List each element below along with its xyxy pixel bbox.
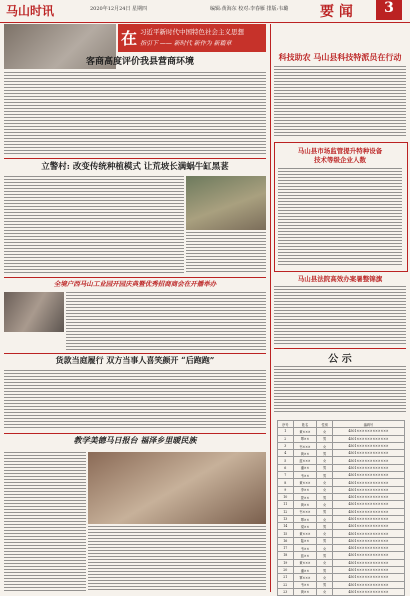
- table-cell: 20: [278, 566, 294, 573]
- table-cell: 9: [278, 486, 294, 493]
- article-title-7: 马山县市场监管提升特种设备: [297, 147, 383, 155]
- table-cell: 1: [278, 428, 294, 435]
- table-cell: 黄××: [293, 501, 317, 508]
- table-cell: 男: [317, 552, 333, 559]
- divider: [4, 277, 266, 278]
- table-header: 性别: [317, 421, 333, 428]
- table-cell: 男: [317, 566, 333, 573]
- table-cell: 4: [278, 450, 294, 457]
- table-cell: 女: [317, 501, 333, 508]
- table-cell: 黄×××: [293, 559, 317, 566]
- article-body-1: [4, 72, 266, 156]
- table-cell: 女: [317, 515, 333, 522]
- article-photo-3: [4, 292, 64, 332]
- table-cell: 4501××××××××××××: [332, 486, 404, 493]
- table-row: [278, 501, 405, 508]
- table-row: [278, 537, 405, 544]
- table-cell: 女: [317, 559, 333, 566]
- table-cell: 女: [317, 457, 333, 464]
- banner-mark: 在: [121, 29, 138, 48]
- table-cell: 女: [317, 479, 333, 486]
- table-header: 序号: [278, 421, 294, 428]
- table-cell: 蓝×××: [293, 457, 317, 464]
- table-cell: 女: [317, 588, 333, 595]
- section-name: 要 闻: [320, 4, 353, 20]
- table-cell: 陆××: [293, 537, 317, 544]
- table-cell: 2: [278, 435, 294, 442]
- table-cell: 12: [278, 508, 294, 515]
- table-cell: 男: [317, 523, 333, 530]
- table-row: [278, 581, 405, 588]
- table-cell: 18: [278, 552, 294, 559]
- table-cell: 4501××××××××××××: [332, 559, 404, 566]
- table-cell: 女: [317, 530, 333, 537]
- table-cell: 4501××××××××××××: [332, 545, 404, 552]
- table-cell: 男: [317, 472, 333, 479]
- table-row: [278, 588, 405, 595]
- article-body-5b: [88, 526, 266, 592]
- table-cell: 4501××××××××××××: [332, 523, 404, 530]
- article-title-3: 全境户西马山工业园开园庆典暨优秀招商商会在开播举办: [53, 280, 217, 288]
- table-row: [278, 450, 405, 457]
- table-cell: 19: [278, 559, 294, 566]
- article-title-8: 马山县法院高效办案暑整锦旗: [297, 275, 383, 283]
- divider: [274, 348, 406, 349]
- table-cell: 13: [278, 515, 294, 522]
- table-cell: 潘××: [293, 464, 317, 471]
- table-cell: 22: [278, 581, 294, 588]
- table-cell: 李××: [293, 486, 317, 493]
- table-cell: 4501××××××××××××: [332, 552, 404, 559]
- table-row: [278, 508, 405, 515]
- table-cell: 4501××××××××××××: [332, 428, 404, 435]
- table-row: [278, 435, 405, 442]
- table-cell: 女: [317, 545, 333, 552]
- table-header: 姓名: [293, 421, 317, 428]
- table-cell: 覃××: [293, 435, 317, 442]
- table-header: 编码号: [332, 421, 404, 428]
- table-cell: 6: [278, 464, 294, 471]
- table-cell: 覃××: [293, 515, 317, 522]
- table-cell: 黄×××: [293, 530, 317, 537]
- table-cell: 4501××××××××××××: [332, 508, 404, 515]
- article-body-3: [66, 292, 266, 350]
- table-row: [278, 515, 405, 522]
- column-divider: [270, 24, 271, 592]
- page-number: 3: [376, 0, 402, 20]
- table-cell: 4501××××××××××××: [332, 588, 404, 595]
- table-cell: 韦×××: [293, 508, 317, 515]
- issue-date: 2020年12月24日 星期四: [90, 6, 148, 12]
- table-cell: 4501××××××××××××: [332, 464, 404, 471]
- table-cell: 韦××: [293, 545, 317, 552]
- article-body-7: [278, 168, 402, 266]
- table-cell: 男: [317, 508, 333, 515]
- table-cell: 黄×××: [293, 428, 317, 435]
- editor-line: 编辑:黄海东 校对:李春雁 排版:韦璐: [210, 6, 289, 12]
- table-cell: 4501××××××××××××: [332, 442, 404, 449]
- table-header-row: [278, 421, 405, 428]
- table-cell: 16: [278, 537, 294, 544]
- table-cell: 10: [278, 493, 294, 500]
- divider: [4, 353, 266, 354]
- table-cell: 蓝××: [293, 552, 317, 559]
- table-cell: 23: [278, 588, 294, 595]
- banner-line1: 习近平新时代中国特色社会主义思想: [140, 28, 244, 36]
- table-cell: 4501××××××××××××: [332, 457, 404, 464]
- table-row: [278, 530, 405, 537]
- table-cell: 男: [317, 435, 333, 442]
- table-row: [278, 479, 405, 486]
- table-row: [278, 472, 405, 479]
- table-cell: 4501××××××××××××: [332, 515, 404, 522]
- newspaper-brand: 马山时讯: [6, 4, 55, 18]
- table-cell: 4501××××××××××××: [332, 581, 404, 588]
- banner: [118, 24, 266, 52]
- table-cell: 4501××××××××××××: [332, 501, 404, 508]
- table-cell: 3: [278, 442, 294, 449]
- table-cell: 4501××××××××××××: [332, 450, 404, 457]
- table-cell: 11: [278, 501, 294, 508]
- table-cell: 男: [317, 464, 333, 471]
- table-cell: 男: [317, 537, 333, 544]
- divider: [4, 433, 266, 434]
- table-cell: 女: [317, 574, 333, 581]
- article-body-2: [4, 176, 184, 274]
- table-row: [278, 574, 405, 581]
- table-row: [278, 464, 405, 471]
- table-cell: 15: [278, 530, 294, 537]
- table-cell: 韦××: [293, 581, 317, 588]
- table-row: [278, 428, 405, 435]
- table-cell: 蒙××: [293, 493, 317, 500]
- table-cell: 4501××××××××××××: [332, 435, 404, 442]
- article-subtitle-7: 技术等级企业人数: [314, 156, 366, 164]
- table-cell: 男: [317, 493, 333, 500]
- table-row: [278, 442, 405, 449]
- table-cell: 4501××××××××××××: [332, 472, 404, 479]
- table-cell: 女: [317, 428, 333, 435]
- article-title-4: 货款当庭履行 双方当事人喜笑颜开 “后跑跑”: [55, 355, 215, 365]
- table-cell: 黄××: [293, 588, 317, 595]
- article-body-8: [274, 286, 406, 344]
- table-cell: 覃×××: [293, 574, 317, 581]
- table-cell: 女: [317, 486, 333, 493]
- table-cell: 21: [278, 574, 294, 581]
- table-cell: 韦×××: [293, 442, 317, 449]
- table-cell: 14: [278, 523, 294, 530]
- table-cell: 17: [278, 545, 294, 552]
- table-cell: 女: [317, 442, 333, 449]
- article-title-2: 立警村: 改变传统种植模式 让荒坡长满蜗牛缸黑葚: [41, 162, 229, 172]
- article-body-4: [4, 370, 266, 430]
- divider: [4, 158, 266, 159]
- table-cell: 4501××××××××××××: [332, 574, 404, 581]
- table-row: [278, 523, 405, 530]
- article-body-6: [274, 66, 406, 138]
- table-cell: 5: [278, 457, 294, 464]
- table-cell: 梁××: [293, 523, 317, 530]
- table-cell: 8: [278, 479, 294, 486]
- article-photo-5: [88, 452, 266, 524]
- table-row: [278, 552, 405, 559]
- notice-table: [277, 420, 405, 596]
- table-cell: 男: [317, 450, 333, 457]
- table-cell: 4501××××××××××××: [332, 479, 404, 486]
- table-cell: 黄××: [293, 450, 317, 457]
- table-cell: 潘××: [293, 566, 317, 573]
- table-row: [278, 493, 405, 500]
- table-row: [278, 559, 405, 566]
- table-cell: 黄×××: [293, 479, 317, 486]
- table-cell: 4501××××××××××××: [332, 493, 404, 500]
- article-photo-2: [186, 176, 266, 230]
- table-row: [278, 486, 405, 493]
- table-cell: 4501××××××××××××: [332, 530, 404, 537]
- notice-title: 公 示: [328, 354, 352, 365]
- masthead: [0, 0, 410, 23]
- article-body-5a: [4, 452, 86, 592]
- article-body-2b: [186, 232, 266, 274]
- table-cell: 4501××××××××××××: [332, 537, 404, 544]
- article-title-6: 科技助农 马山县科技特派员在行动: [278, 52, 402, 62]
- table-cell: 4501××××××××××××: [332, 566, 404, 573]
- notice-body: [274, 366, 406, 414]
- table-cell: 韦××: [293, 472, 317, 479]
- table-cell: 男: [317, 581, 333, 588]
- table-row: [278, 566, 405, 573]
- article-title-1: 客商高度评价我县营商环境: [85, 57, 194, 67]
- banner-line2: 指引下 —— 新时代 新作为 新篇章: [140, 40, 232, 47]
- table-row: [278, 545, 405, 552]
- table-cell: 7: [278, 472, 294, 479]
- table-row: [278, 457, 405, 464]
- article-title-5: 教学美德马日报台 福泽乡里暖民族: [73, 435, 197, 445]
